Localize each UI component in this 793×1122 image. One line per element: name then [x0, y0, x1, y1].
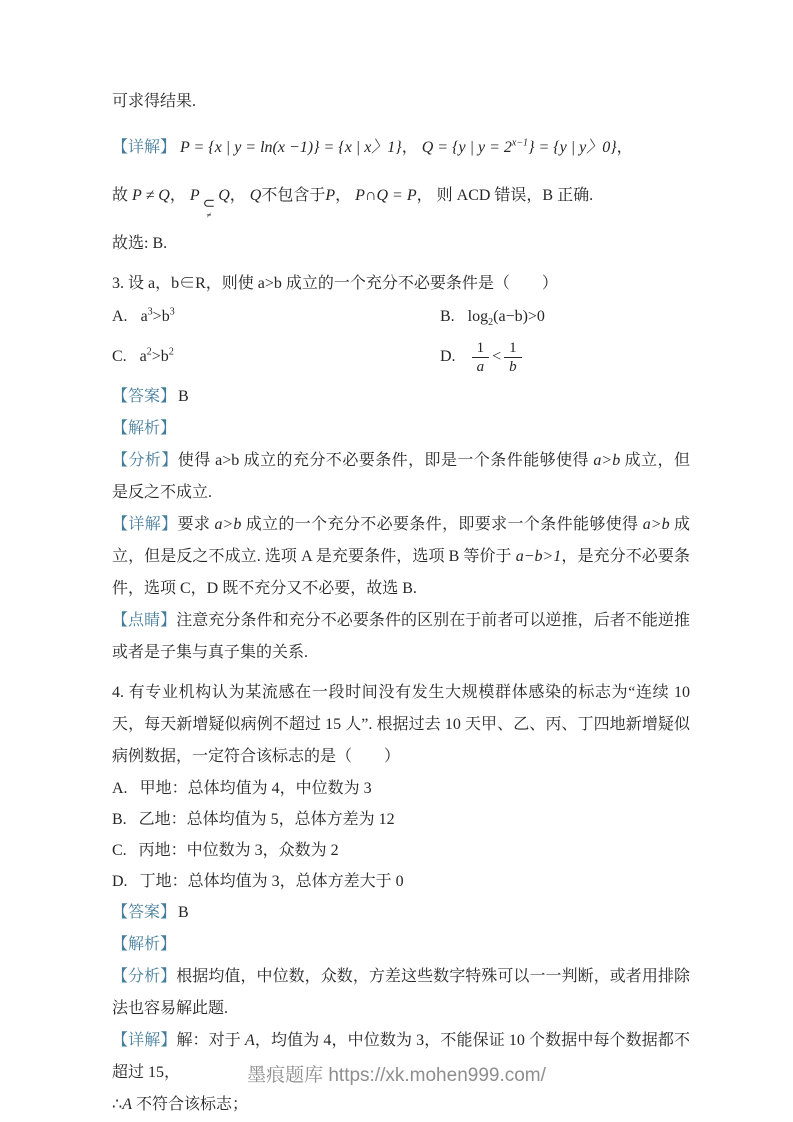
fenxi-tag: 【分析】	[112, 968, 177, 985]
comma: ，	[416, 187, 433, 204]
xiangjie-text-1: 要求	[177, 516, 215, 533]
fenxi-text-2: 成立，但是反之不成立.	[112, 452, 690, 501]
q4-conclusion-line	[112, 1089, 690, 1121]
q2-result-text: 可求得结果.	[112, 93, 197, 110]
q2-result-line	[112, 86, 690, 118]
q3-fenxi-paragraph	[112, 445, 690, 509]
option-d-label: D.	[440, 347, 456, 365]
formula-p-cap-q: P∩Q = P	[355, 187, 417, 204]
fenxi-text: 根据均值，中位数，众数，方差这些数字特殊可以一一判断，或者用排除法也容易解此题.	[112, 968, 690, 1017]
formula-p-var: P	[325, 187, 336, 204]
comma: ，	[401, 139, 418, 156]
q2-choice-line	[112, 228, 690, 260]
q3-option-b	[440, 301, 690, 333]
option-b-label: B.	[112, 811, 127, 828]
formula-p-subsetneq-q: P ⊂ ≠ Q	[189, 187, 230, 220]
question-4-stem	[112, 677, 690, 773]
subsetneq-symbol: ⊂ ≠	[202, 196, 216, 220]
formula-p-neq-q: P ≠ Q	[132, 187, 170, 204]
fenxi-text-1: 使得 a>b 成立的充分不必要条件，即是一个条件能够使得	[177, 452, 594, 469]
xiangjie-text-4: ，是充分不必要条件，选项 C，D 既不充分又不必要，故选 B.	[112, 548, 690, 597]
q3-options-row-1	[112, 300, 690, 333]
q4-analysis-header	[112, 929, 690, 961]
option-d-text: 丁地：总体均值为 3，总体方差大于 0	[139, 873, 404, 890]
q2-conclusion-line	[112, 176, 690, 220]
document-body	[112, 86, 690, 1121]
q4-answer-value: B	[178, 904, 189, 921]
formula-q-var: Q	[249, 187, 262, 204]
dianjing-tag: 【点睛】	[112, 612, 177, 629]
inline-math-a-minus-b: a−b>1	[515, 548, 562, 565]
zh-gu: 故	[112, 187, 129, 204]
formula-q-set: Q = {y | $y = 2^{x-1}\} = \{y$ | y〉0}	[421, 137, 617, 156]
q3-dianjing-paragraph	[112, 605, 690, 669]
q4-option-a	[112, 773, 690, 804]
zh-acd-wrong: 则 ACD 错误，B 正确.	[436, 187, 594, 204]
formula-p-set: P = {x | y = ln(x −1)} = {x | x〉1}	[180, 139, 402, 156]
xiangjie-tag: 【详解】	[112, 516, 178, 533]
question-3-text: 3. 设 a，b∈R，则使 a>b 成立的一个充分不必要条件是（ ）	[112, 275, 558, 292]
comma: ，	[169, 187, 186, 204]
q3-options-row-2	[112, 333, 690, 381]
option-b-formula: $\log_2(a-b)>0$	[467, 307, 545, 328]
option-c-label: C.	[112, 842, 127, 859]
q3-answer-value: B	[178, 388, 189, 405]
inline-math-a-gt-b: a>b	[642, 516, 670, 533]
fenxi-tag: 【分析】	[112, 452, 178, 469]
option-a-label: A.	[112, 307, 128, 325]
q4-answer-line	[112, 897, 690, 929]
q3-option-a	[112, 301, 440, 333]
q4-option-d	[112, 866, 690, 897]
less-than-sign: <	[492, 347, 502, 365]
option-c-text: 丙地：中位数为 3，众数为 2	[138, 842, 339, 859]
option-a-label: A.	[112, 780, 128, 797]
analysis-tag: 【解析】	[112, 420, 177, 437]
q2-detail-line	[112, 128, 690, 168]
exponent: x−1	[511, 137, 529, 149]
analysis-tag: 【解析】	[112, 936, 177, 953]
inline-math-a-gt-b: a>b	[593, 452, 621, 469]
q2-choice-text: 故选: B.	[112, 235, 168, 252]
option-c-label: C.	[112, 348, 127, 365]
q3-option-c	[112, 341, 440, 373]
watermark-link[interactable]: 墨痕题库 https://xk.mohen999.com/	[247, 1065, 546, 1086]
q3-option-d	[440, 339, 690, 376]
comma: ，	[616, 139, 633, 156]
zh-not-contained: 不包含于	[261, 187, 326, 204]
answer-tag: 【答案】	[112, 388, 177, 405]
conclusion-text: 不符合该标志；	[131, 1096, 248, 1113]
q4-fenxi-paragraph	[112, 961, 690, 1025]
q3-analysis-header	[112, 413, 690, 445]
inline-math-option-a: A	[122, 1096, 132, 1113]
xiangjie-tag: 【详解】	[112, 1032, 177, 1049]
inline-math-a-gt-b: a>b	[214, 516, 242, 533]
q4-option-c	[112, 835, 690, 866]
answer-tag: 【答案】	[112, 904, 177, 921]
comma: ，	[335, 187, 352, 204]
option-b-label: B.	[440, 307, 455, 325]
xiangjie-text-3: 成立，但是反之不成立. 选项 A 是充要条件，选项 B 等价于	[112, 516, 690, 565]
fraction-1-over-a: $\frac{1}{a}$	[472, 339, 490, 376]
option-d-label: D.	[112, 873, 128, 890]
inline-math-option-a: A	[244, 1032, 255, 1049]
option-a-text: 甲地：总体均值为 4，中位数为 3	[139, 780, 372, 797]
xiangjie-text-1: 解：对于	[176, 1032, 245, 1049]
q3-answer-line	[112, 381, 690, 413]
dianjing-text: 注意充分条件和充分不必要条件的区别在于前者可以逆推，后者不能逆推或者是子集与真子集的关系.	[112, 612, 690, 661]
question-3-stem	[112, 268, 690, 300]
detail-tag: 【详解】	[112, 139, 177, 156]
q3-xiangjie-paragraph	[112, 509, 690, 605]
q4-option-b	[112, 804, 690, 835]
fraction-1-over-b: $\frac{1}{b}$	[504, 339, 522, 376]
xiangjie-text-2: 成立的一个充分不必要条件，即要求一个条件能够使得	[241, 516, 643, 533]
question-4-text: 4. 有专业机构认为某流感在一段时间没有发生大规模群体感染的标志为“连续 10 天，每天新增疑似病例不超过 15 人”. 根据过去 10 天甲、乙、丙、丁四地新增疑似病例数据，一定符合该标志的是（ ）	[112, 684, 690, 765]
therefore-symbol: ∴	[112, 1096, 123, 1113]
site-watermark	[0, 1060, 793, 1087]
comma: ，	[229, 187, 246, 204]
option-b-text: 乙地：总体均值为 5，总体方差为 12	[138, 811, 395, 828]
xiangjie-text-2: ，均值为 4，中位数为 3，不能保证 10 个数据中每个数据都不超过 15，	[112, 1032, 690, 1081]
option-a-formula: $a^3>b^3$	[140, 306, 175, 325]
option-c-formula: $a^2>b^2$	[139, 346, 174, 365]
